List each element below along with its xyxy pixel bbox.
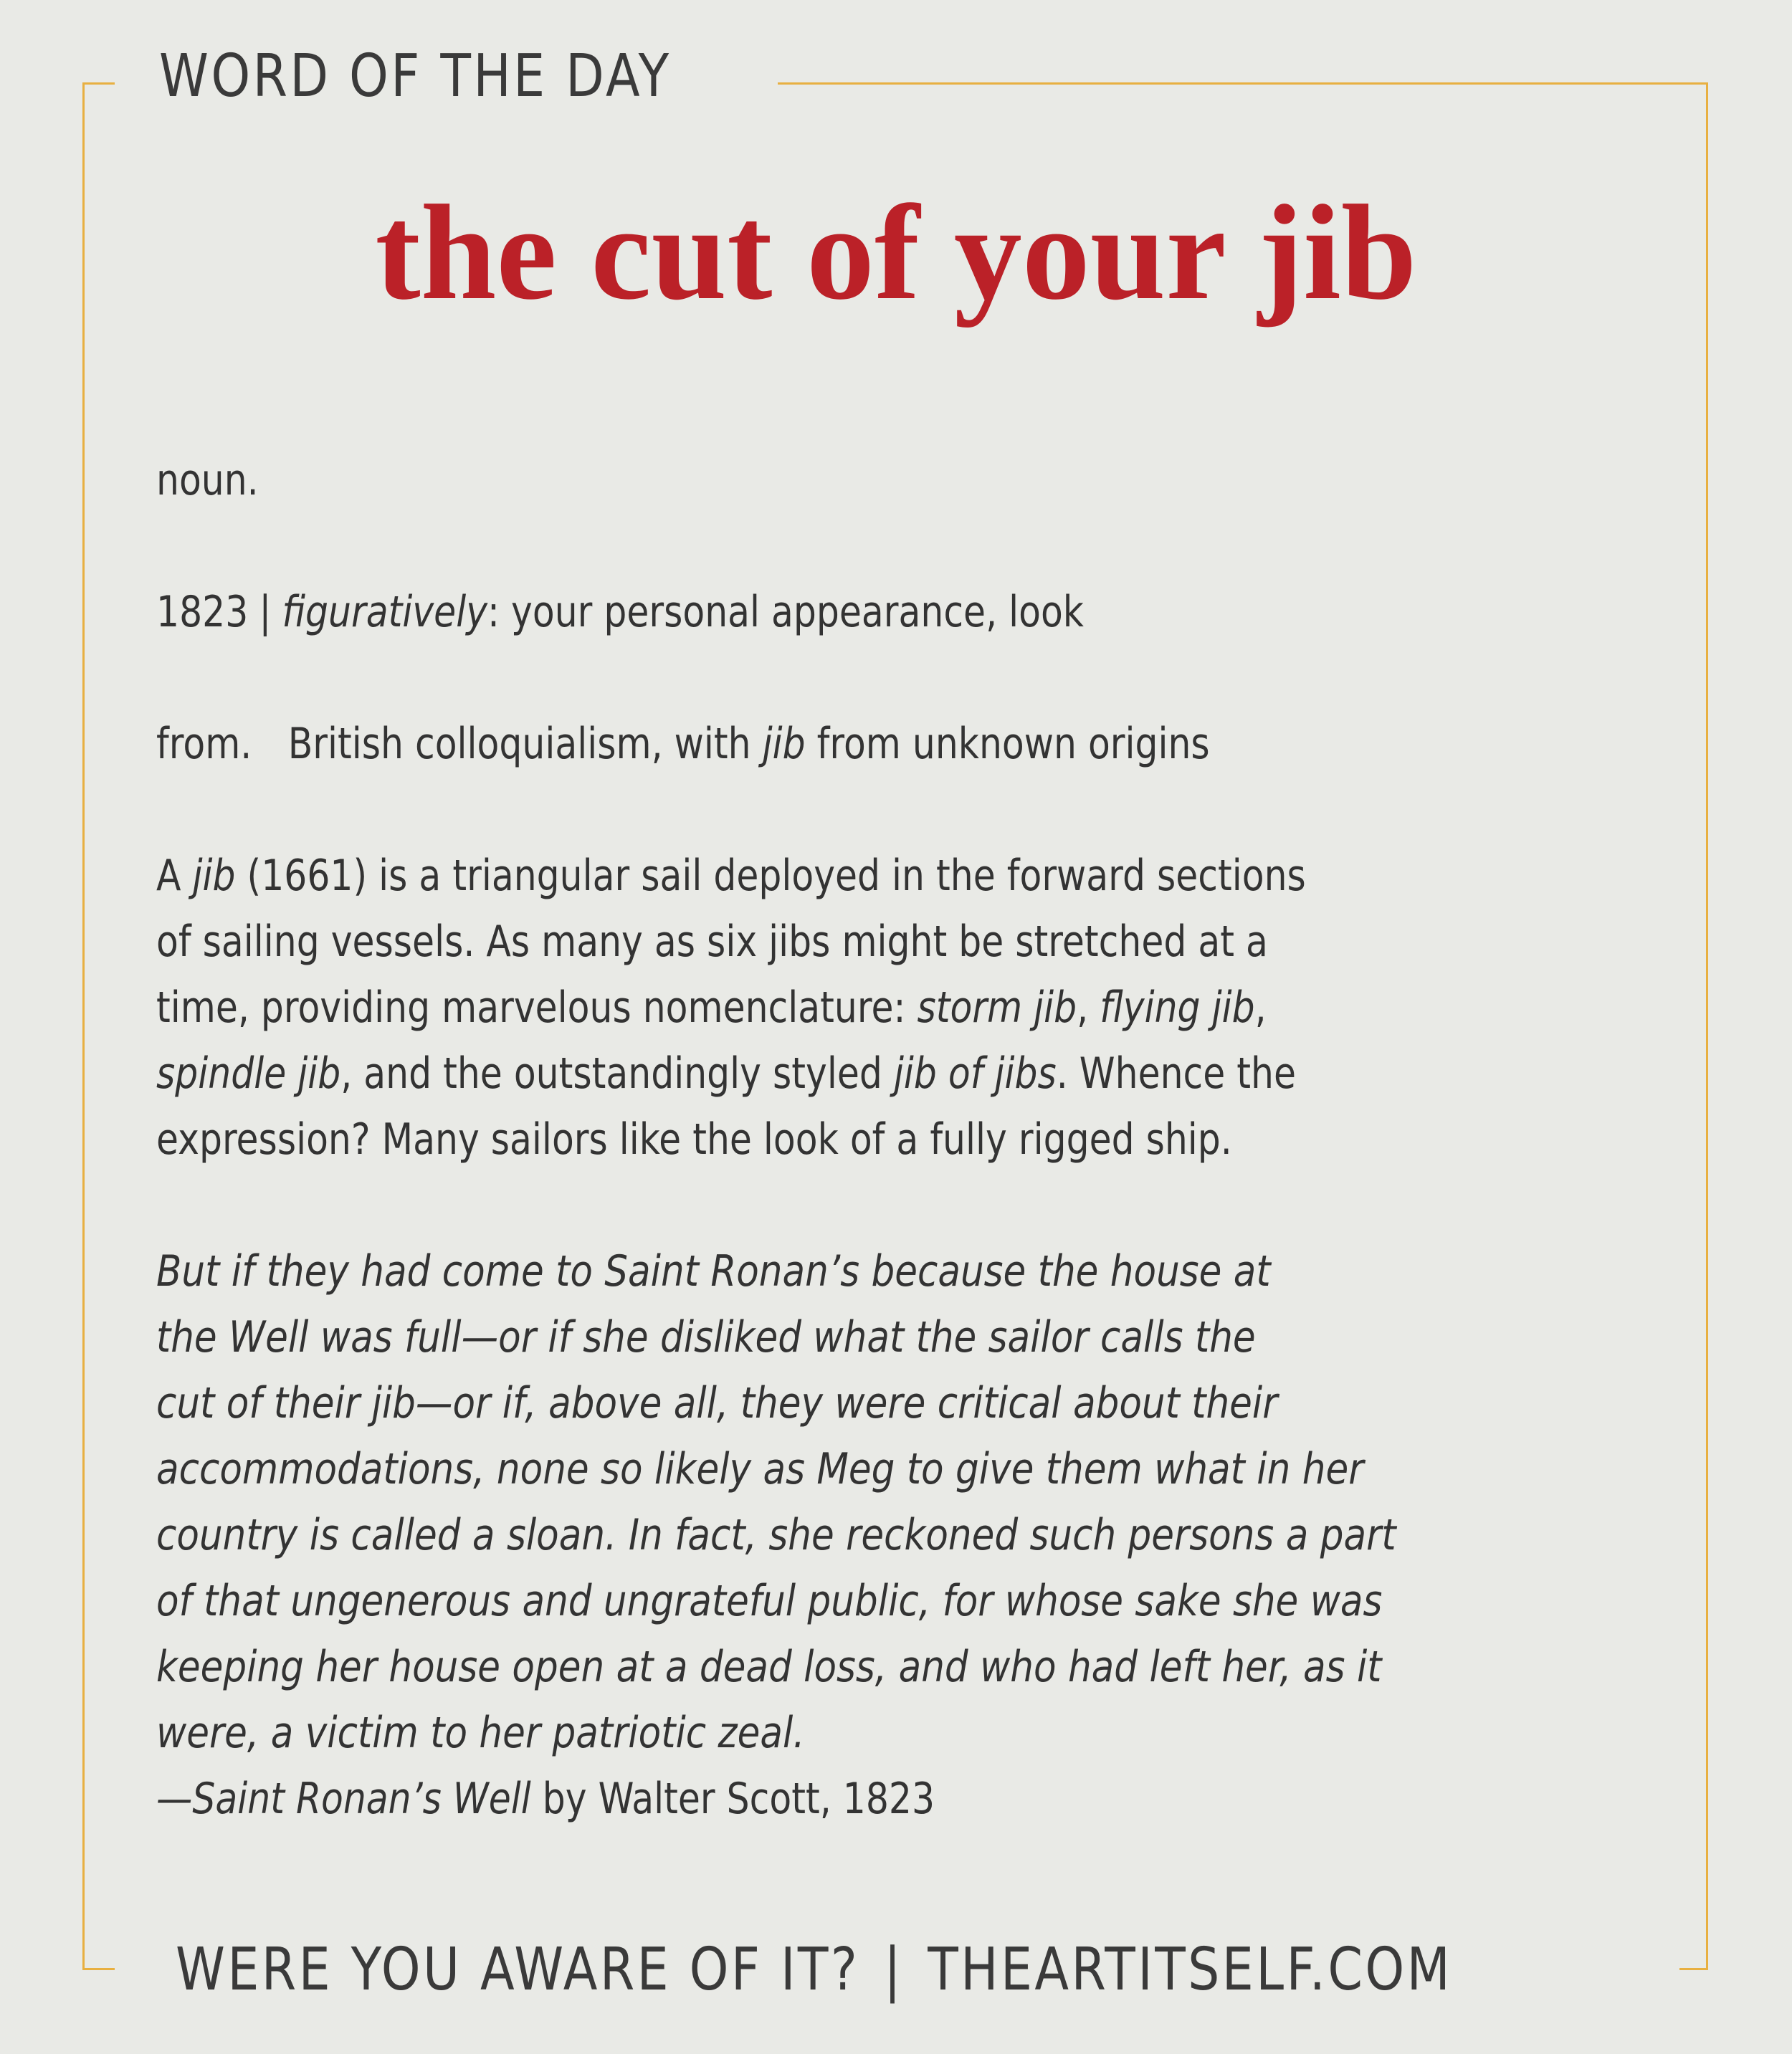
definition-year: 1823 [156,587,249,637]
part-of-speech: noun. [156,455,259,505]
quote-line: keeping her house open at a dead loss, and who had left her, as it [156,1642,1382,1692]
quote-attribution: —Saint Ronan’s Well by Walter Scott, 1823 [156,1774,935,1824]
quote-line: the Well was full—or if she disliked what the sailor calls the [156,1312,1256,1362]
quote-line: country is called a sloan. In fact, she reckoned such persons a part [156,1510,1396,1560]
book-title: Saint Ronan’s Well [192,1774,531,1824]
footer [176,1936,1453,2004]
explanation-line-5: expression? Many sailors like the look of a fully rigged ship. [156,1114,1232,1165]
sense-label: figuratively [282,587,488,637]
explanation-line-4: spindle jib, and the outstandingly styled jib of jibs. Whence the [156,1049,1296,1099]
explanation-line-3: time, providing marvelous nomenclature: storm jib, flying jib, [156,983,1267,1033]
site-link[interactable]: THEARTITSELF.COM [928,1936,1453,2004]
from-label: from. [156,719,252,769]
footer-question: WERE YOU AWARE OF IT? [176,1936,860,2004]
definition-text: : your personal appearance, look [487,587,1084,637]
word-of-the-day-heading: WORD OF THE DAY [159,42,672,110]
quote-line: cut of their jib—or if, above all, they were critical about their [156,1378,1278,1428]
word-title: the cut of your jib [375,178,1417,328]
explanation-line-2: of sailing vessels. As many as six jibs might be stretched at a [156,917,1268,967]
explanation-line-1: A jib (1661) is a triangular sail deployed in the forward sections [156,851,1306,901]
quote-line: of that ungenerous and ungrateful public, for whose sake she was [156,1576,1383,1626]
origin-line: from. British colloquialism, with jib from unknown origins [156,719,1210,769]
quote-line: were, a victim to her patriotic zeal. [156,1708,805,1758]
entry-body [156,447,1619,1832]
quote-line: accommodations, none so likely as Meg to give them what in her [156,1444,1364,1494]
quote-line: But if they had come to Saint Ronan’s because the house at [156,1246,1271,1296]
definition-line: 1823 | figuratively: your personal appearance, look [156,587,1084,637]
footer-divider: | [884,1936,904,2004]
